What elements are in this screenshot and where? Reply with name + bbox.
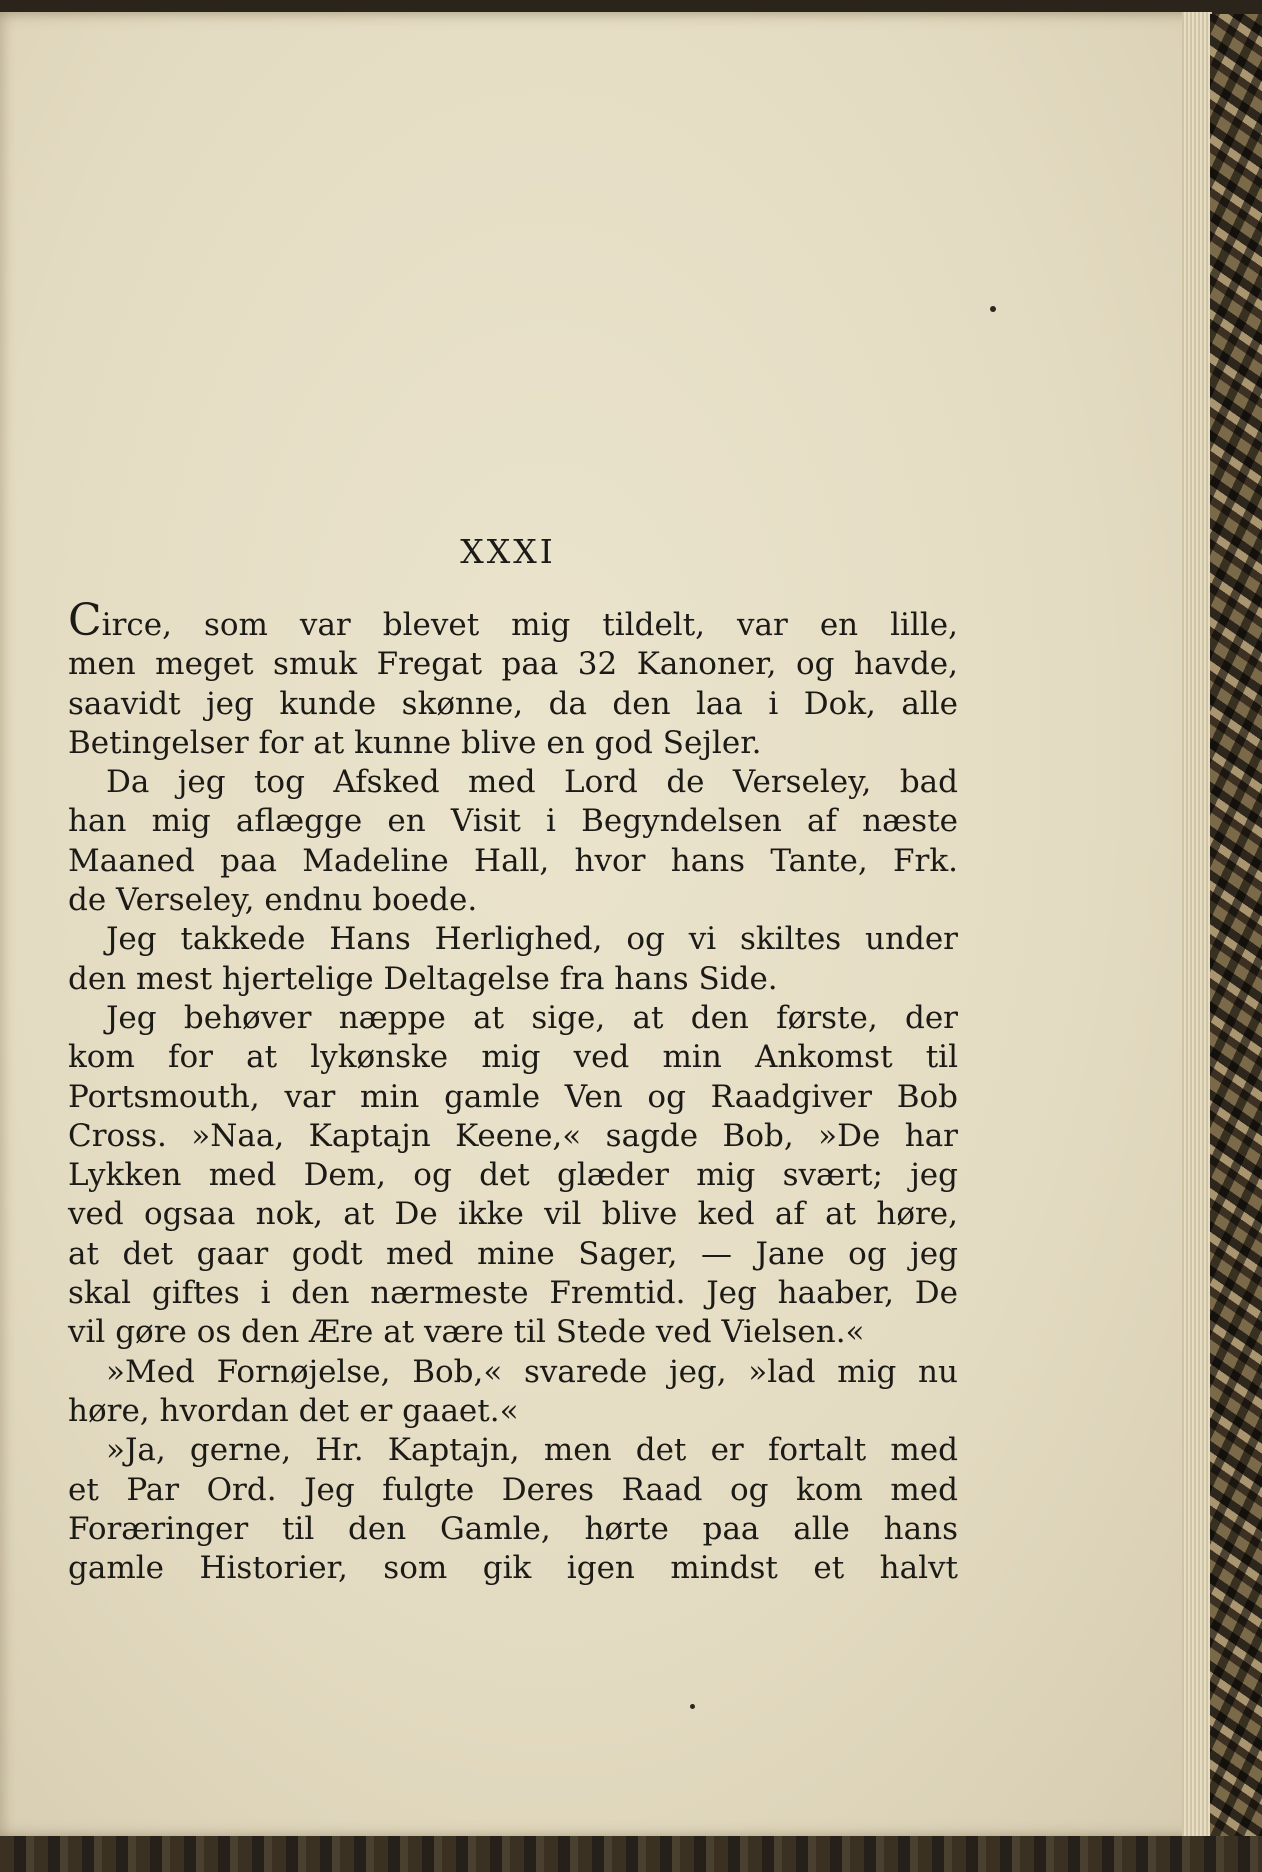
- text-line: gamle Historier, som gik igen mindst et halvt: [68, 1550, 958, 1587]
- text-line: »Ja, gerne, Hr. Kaptajn, men det er fortalt med: [106, 1432, 958, 1469]
- text-line: kom for at lykønske mig ved min Ankomst til: [68, 1039, 958, 1076]
- text-line: Portsmouth, var min gamle Ven og Raadgiver Bob: [68, 1078, 958, 1115]
- text-line: vil gøre os den Ære at være til Stede ved Vielsen.«: [68, 1314, 865, 1351]
- text-line: Betingelser for at kunne blive en god Sejler.: [68, 724, 762, 761]
- text-line: Lykken med Dem, og det glæder mig svært; jeg: [68, 1157, 958, 1194]
- marbled-cover-edge: [1210, 14, 1262, 1836]
- text-line: den mest hjertelige Deltagelse fra hans Side.: [68, 960, 778, 997]
- page-edge-gutter: [1182, 12, 1212, 1838]
- drop-cap: C: [68, 595, 102, 646]
- text-line: Maaned paa Madeline Hall, hvor hans Tante, Frk.: [68, 842, 958, 879]
- chapter-text: [68, 595, 958, 1588]
- text-line: ved ogsaa nok, at De ikke vil blive ked af at høre,: [68, 1196, 958, 1233]
- chapter-title: XXXI: [460, 532, 556, 571]
- text-line: de Verseley, endnu boede.: [68, 882, 478, 919]
- text-line: Jeg takkede Hans Herlighed, og vi skiltes under: [106, 921, 958, 958]
- text-line: Circe, som var blevet mig tildelt, var en lille,: [68, 595, 958, 646]
- text-line: at det gaar godt med mine Sager, — Jane og jeg: [68, 1235, 958, 1272]
- page-speck: [990, 306, 996, 312]
- text-line: Da jeg tog Afsked med Lord de Verseley, bad: [106, 764, 958, 801]
- text-line: Cross. »Naa, Kaptajn Keene,« sagde Bob, »De har: [68, 1117, 958, 1154]
- page-speck: [690, 1704, 695, 1709]
- text-line: høre, hvordan det er gaaet.«: [68, 1392, 519, 1429]
- text-line: saavidt jeg kunde skønne, da den laa i Dok, alle: [68, 685, 958, 722]
- text-line: Foræringer til den Gamle, hørte paa alle hans: [68, 1510, 958, 1547]
- book-bottom-edge: [0, 1836, 1262, 1872]
- text-line: men meget smuk Fregat paa 32 Kanoner, og havde,: [68, 646, 958, 683]
- text-line: han mig aflægge en Visit i Begyndelsen af næste: [68, 803, 958, 840]
- text-line: »Med Fornøjelse, Bob,« svarede jeg, »lad mig nu: [106, 1353, 958, 1390]
- text-line: skal giftes i den nærmeste Fremtid. Jeg haaber, De: [68, 1275, 958, 1312]
- text-line: et Par Ord. Jeg fulgte Deres Raad og kom med: [68, 1471, 958, 1508]
- text-line: Jeg behøver næppe at sige, at den første, der: [106, 999, 958, 1036]
